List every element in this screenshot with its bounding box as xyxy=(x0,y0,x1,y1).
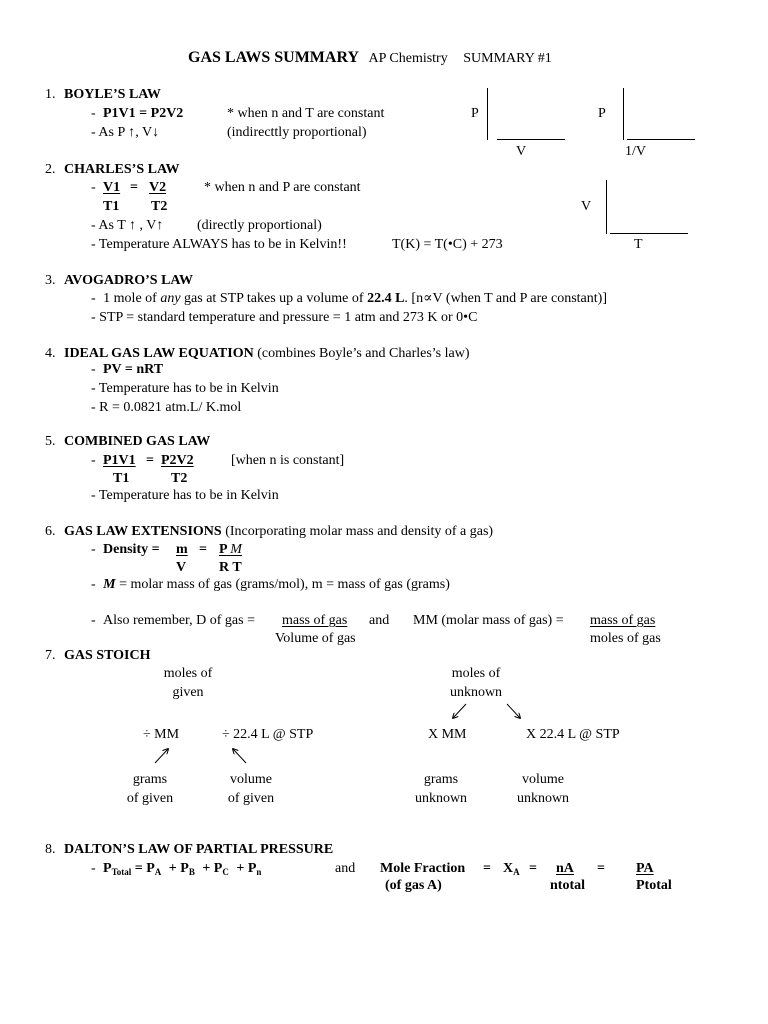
charles-relation-note: (directly proportional) xyxy=(197,218,322,233)
molar-mass-definition xyxy=(91,577,450,593)
charles-v1: V1 xyxy=(103,180,121,195)
bullet-dash: - xyxy=(91,180,96,195)
density-fraction-denominator: Volume of gas xyxy=(275,631,356,646)
text: 1 mole of xyxy=(103,291,157,306)
arrow-moles-to-volume xyxy=(507,704,520,718)
and-text: and xyxy=(369,613,390,628)
section-heading-dalton: DALTON’S LAW OF PARTIAL PRESSURE xyxy=(64,842,334,857)
bullet-dash: - xyxy=(91,861,96,876)
heading-note: (Incorporating molar mass and density of a gas) xyxy=(225,524,494,539)
charles-kelvin-note: - Temperature ALWAYS has to be in Kelvin!! xyxy=(91,237,347,252)
charles-condition-note: * when n and P are constant xyxy=(204,180,361,195)
section-number: 2. xyxy=(45,162,56,177)
arrow-grams-to-moles xyxy=(155,749,168,763)
subscript: B xyxy=(188,867,195,877)
arrow-moles-to-grams xyxy=(453,704,466,718)
section-number: 1. xyxy=(45,87,56,102)
bullet-dash: - xyxy=(91,106,96,121)
moles-of-unknown xyxy=(436,666,516,701)
density-pm xyxy=(219,542,242,558)
and-text: and xyxy=(335,861,356,876)
mole-fraction-denominator-n: ntotal xyxy=(550,878,585,893)
section-heading-boyle: BOYLE’S LAW xyxy=(64,87,161,102)
line: volume xyxy=(522,772,564,787)
molar-mass-fraction-denominator: moles of gas xyxy=(590,631,661,646)
line: of given xyxy=(126,791,174,806)
molar-mass-label: MM (molar mass of gas) = xyxy=(413,613,564,628)
graph-y-axis xyxy=(623,88,624,140)
density-reminder: Also remember, D of gas = xyxy=(103,613,255,628)
volume-unknown xyxy=(503,772,583,807)
section-number: 7. xyxy=(45,648,56,663)
boyle-equation: P1V1 = P2V2 xyxy=(103,106,184,121)
graph-x-label: T xyxy=(634,237,643,252)
mole-fraction-numerator-n: nA xyxy=(556,861,574,876)
density-rt: R T xyxy=(219,560,242,575)
mole-fraction-equals-2: = xyxy=(529,861,537,876)
section-number: 8. xyxy=(45,842,56,857)
section-number: 5. xyxy=(45,434,56,449)
subscript: A xyxy=(154,867,162,877)
line: unknown xyxy=(414,791,468,806)
text: . [n∝V (when T and P are constant)] xyxy=(404,291,607,306)
bullet-dash: - xyxy=(91,613,96,628)
course-name: AP Chemistry xyxy=(368,51,448,66)
charles-v2: V2 xyxy=(149,180,167,195)
bullet-dash: - xyxy=(91,362,96,377)
mole-fraction-label: Mole Fraction xyxy=(380,861,466,876)
text: = molar mass of gas (grams/mol), m = mass of gas (grams) xyxy=(119,577,450,592)
heading-text: GAS LAW EXTENSIONS xyxy=(64,524,222,539)
combined-kelvin-note: - Temperature has to be in Kelvin xyxy=(91,488,279,503)
mole-fraction-symbol xyxy=(503,861,520,877)
heading-text: IDEAL GAS LAW EQUATION xyxy=(64,346,254,361)
symbol: + P xyxy=(236,861,257,876)
multiply-molar-volume: X 22.4 L @ STP xyxy=(526,727,620,742)
section-number: 6. xyxy=(45,524,56,539)
bullet-dash: - xyxy=(91,577,96,592)
section-heading-stoich: GAS STOICH xyxy=(64,648,151,663)
line: unknown xyxy=(449,685,503,700)
molar-mass-symbol: M xyxy=(103,577,116,592)
graph-y-axis xyxy=(487,88,488,140)
section-heading-ideal xyxy=(64,346,470,362)
charles-t1: T1 xyxy=(103,199,120,214)
dalton-equation xyxy=(103,861,261,877)
ideal-gas-equation: PV = nRT xyxy=(103,362,164,377)
boyle-relation-note: (indirecttly proportional) xyxy=(227,125,367,140)
pressure-symbol: P xyxy=(219,542,227,557)
bullet-dash: - xyxy=(91,291,96,306)
symbol: = P xyxy=(134,861,155,876)
subscript: n xyxy=(256,867,262,877)
page-title: GAS LAWS SUMMARY xyxy=(188,49,360,66)
symbol: + P xyxy=(168,861,189,876)
molar-mass-fraction-numerator: mass of gas xyxy=(590,613,656,628)
density-mass: m xyxy=(176,542,188,557)
graph-y-label: V xyxy=(581,199,592,214)
grams-unknown xyxy=(401,772,481,807)
mole-fraction-equals-3: = xyxy=(597,861,605,876)
charles-equals: = xyxy=(130,180,138,195)
kelvin-conversion-formula: T(K) = T(•C) + 273 xyxy=(392,237,503,252)
line: of given xyxy=(227,791,275,806)
arrow-volume-to-moles xyxy=(233,749,246,763)
density-equals: = xyxy=(199,542,207,557)
subscript: Total xyxy=(111,867,132,877)
graph-x-label: V xyxy=(516,144,527,159)
line: volume xyxy=(230,772,272,787)
graph-y-label: P xyxy=(471,106,479,121)
subscript: C xyxy=(222,867,229,877)
boyle-condition-note: * when n and T are constant xyxy=(227,106,385,121)
moles-of-given xyxy=(148,666,228,701)
line: moles of xyxy=(163,666,213,681)
bullet-dash: - xyxy=(91,542,96,557)
section-number: 3. xyxy=(45,273,56,288)
molar-mass-symbol: M xyxy=(230,542,242,557)
avogadro-line-2: - STP = standard temperature and pressure = 1 atm and 273 K or 0•C xyxy=(91,310,478,325)
graph-x-axis xyxy=(497,139,565,140)
text: gas at STP takes up a volume of xyxy=(184,291,364,306)
line: grams xyxy=(132,772,168,787)
combined-condition-note: [when n is constant] xyxy=(231,453,345,468)
mole-fraction-denominator-p: Ptotal xyxy=(636,878,672,893)
heading-note: (combines Boyle’s and Charles’s law) xyxy=(257,346,470,361)
bullet-dash: - xyxy=(91,453,96,468)
divide-molar-volume: ÷ 22.4 L @ STP xyxy=(222,727,314,742)
text-italic: any xyxy=(160,291,181,306)
of-gas-a-note: (of gas A) xyxy=(385,878,442,893)
density-label: Density = xyxy=(103,542,160,557)
ideal-kelvin-note: - Temperature has to be in Kelvin xyxy=(91,381,279,396)
combined-denominator-2: T2 xyxy=(171,471,188,486)
mole-fraction-numerator-p: PA xyxy=(636,861,654,876)
section-heading-charles: CHARLES’S LAW xyxy=(64,162,180,177)
section-heading-combined: COMBINED GAS LAW xyxy=(64,434,211,449)
avogadro-line-1 xyxy=(91,291,607,307)
section-heading-avogadro: AVOGADRO’S LAW xyxy=(64,273,193,288)
grams-of-given xyxy=(110,772,190,807)
line: grams xyxy=(423,772,459,787)
subscript: A xyxy=(513,867,520,877)
section-heading-extensions xyxy=(64,524,493,540)
symbol: X xyxy=(503,861,514,876)
combined-numerator-2: P2V2 xyxy=(161,453,194,468)
summary-number: SUMMARY #1 xyxy=(463,51,552,66)
density-volume: V xyxy=(176,560,187,575)
section-number: 4. xyxy=(45,346,56,361)
multiply-molar-mass: X MM xyxy=(428,727,467,742)
divide-molar-mass: ÷ MM xyxy=(143,727,180,742)
combined-equals: = xyxy=(146,453,154,468)
graph-y-label: P xyxy=(598,106,606,121)
density-fraction-numerator: mass of gas xyxy=(282,613,348,628)
graph-x-label: 1/V xyxy=(625,144,646,159)
graph-x-axis xyxy=(627,139,695,140)
charles-relation: - As T ↑ , V↑ xyxy=(91,218,164,233)
graph-y-axis xyxy=(606,180,607,234)
line: given xyxy=(172,685,204,700)
symbol: + P xyxy=(202,861,223,876)
page-header xyxy=(188,50,552,67)
boyle-relation: - As P ↑, V↓ xyxy=(91,125,160,140)
charles-t2: T2 xyxy=(151,199,168,214)
molar-volume: 22.4 L xyxy=(367,291,405,306)
graph-x-axis xyxy=(610,233,688,234)
volume-of-given xyxy=(211,772,291,807)
mole-fraction-equals-1: = xyxy=(483,861,491,876)
combined-numerator-1: P1V1 xyxy=(103,453,136,468)
line: moles of xyxy=(451,666,501,681)
line: unknown xyxy=(516,791,570,806)
combined-denominator-1: T1 xyxy=(113,471,130,486)
gas-constant: - R = 0.0821 atm.L/ K.mol xyxy=(91,400,242,415)
symbol: P xyxy=(103,861,112,876)
